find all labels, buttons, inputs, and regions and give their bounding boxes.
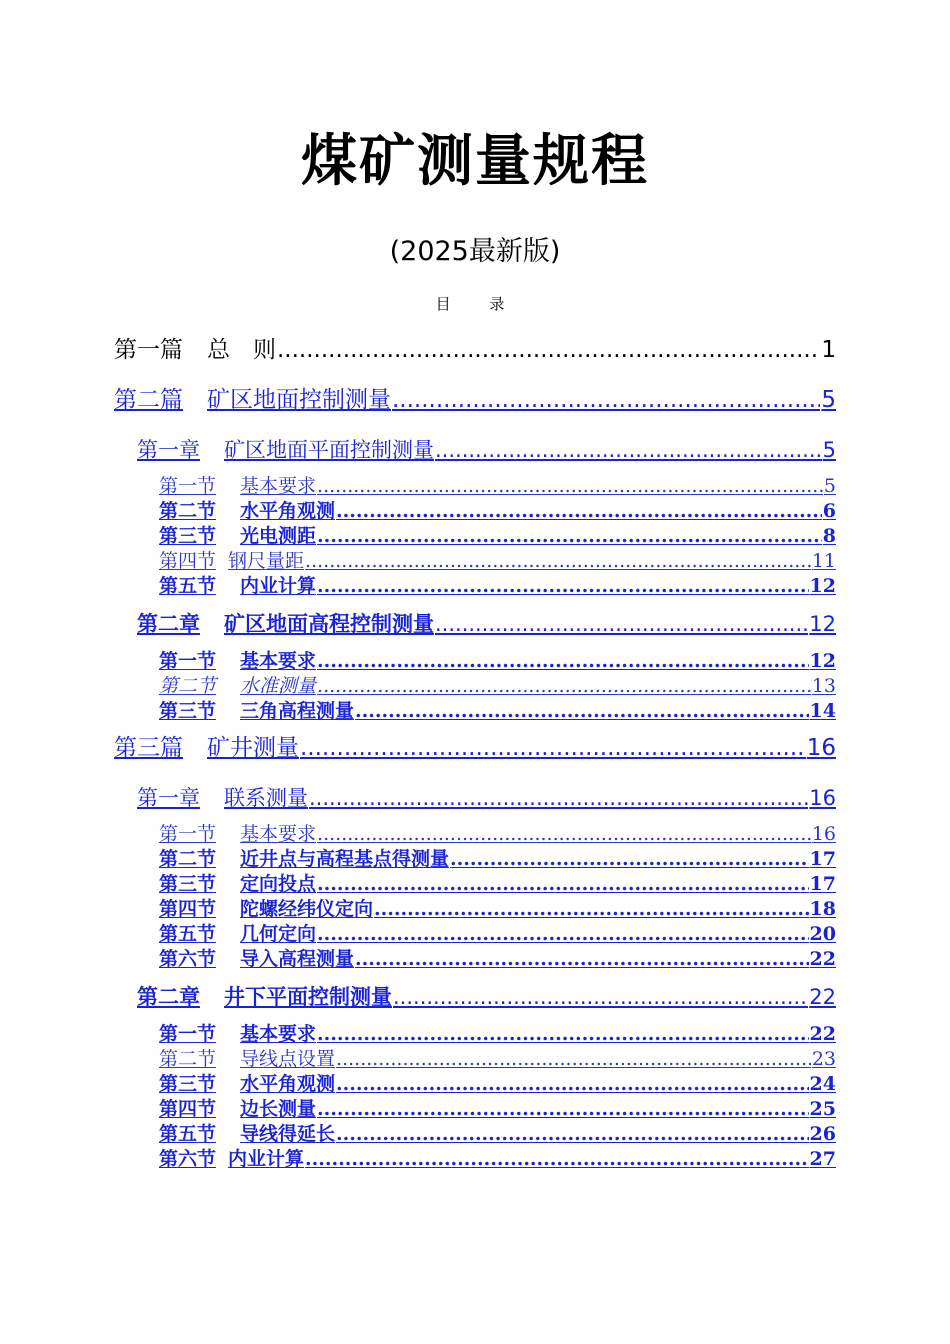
toc-leader-dots: [309, 784, 808, 812]
toc-page-number: 12: [809, 612, 836, 636]
toc-leader-dots: [317, 872, 809, 897]
toc-entry-label: 第三节 三角高程测量: [159, 700, 355, 722]
toc-leader-dots: [317, 524, 822, 549]
toc-entry-label: 第二章 井下平面控制测量: [137, 985, 392, 1009]
toc-leader-dots: [336, 499, 822, 524]
toc-leader-dots: [305, 549, 811, 574]
toc-entry-label: 第三篇 矿井测量: [114, 735, 299, 761]
toc-entry-label: 第六节 内业计算: [159, 1148, 305, 1170]
toc-leader-dots: [450, 847, 809, 872]
toc-entry-label: 第一节 基本要求: [159, 823, 317, 845]
toc-page-number: 27: [809, 1148, 836, 1170]
toc-entry-label: 第五节 导线得延长: [159, 1123, 336, 1145]
toc-entry-chapter[interactable]: [137, 436, 836, 464]
toc-entry-label: 第四节 边长测量: [159, 1098, 317, 1120]
toc-entry-section[interactable]: [159, 699, 836, 724]
toc-entry-section[interactable]: [159, 1097, 836, 1122]
toc-page-number: 22: [809, 985, 836, 1009]
toc-entry-section[interactable]: [159, 922, 836, 947]
toc-entry-chapter[interactable]: [137, 983, 836, 1011]
toc-entry-label: 第三节 光电测距: [159, 525, 317, 547]
toc-entry-label: 第三节 水平角观测: [159, 1073, 336, 1095]
toc-entry-section[interactable]: [159, 474, 836, 499]
toc-entry-label: 第二节 水平角观测: [159, 500, 336, 522]
toc-page-number: 17: [809, 848, 836, 870]
toc-leader-dots: [317, 649, 809, 674]
toc-page-number: 26: [809, 1123, 836, 1145]
toc-entry-section[interactable]: [159, 574, 836, 599]
toc-entry-label: 第二节 水准测量: [159, 675, 317, 697]
toc-entry-label: 第二节 导线点设置: [159, 1048, 336, 1070]
toc-leader-dots: [355, 699, 809, 724]
toc-leader-dots: [317, 922, 809, 947]
toc-page-number: 16: [811, 823, 836, 845]
toc-leader-dots: [317, 1097, 809, 1122]
toc-page-number: 24: [809, 1073, 836, 1095]
toc-leader-dots: [317, 822, 811, 847]
toc-leader-dots: [305, 1147, 809, 1172]
toc-leader-dots: [277, 335, 820, 365]
toc-leader-dots: [435, 436, 822, 464]
document-subtitle: (2025最新版): [389, 236, 561, 267]
toc-entry-section[interactable]: [159, 549, 836, 574]
toc-leader-dots: [300, 733, 806, 763]
toc-page-number: 5: [821, 387, 836, 413]
toc-leader-dots: [435, 610, 808, 638]
toc-page-number: 14: [809, 700, 836, 722]
toc-entry-section[interactable]: [159, 1022, 836, 1047]
toc-entry-label: 第二篇 矿区地面控制测量: [114, 387, 391, 413]
toc-page-number: 12: [809, 575, 836, 597]
toc-entry-label: 第四节 陀螺经纬仪定向: [159, 898, 374, 920]
toc-leader-dots: [336, 1122, 809, 1147]
toc-entry-section[interactable]: [159, 499, 836, 524]
toc-entry-label: 第一节 基本要求: [159, 650, 317, 672]
toc-page-number: 18: [809, 898, 836, 920]
toc-entry-label: 第二节 近井点与高程基点得测量: [159, 848, 450, 870]
toc-entry-label: 第五节 内业计算: [159, 575, 317, 597]
toc-entry-section[interactable]: [159, 897, 836, 922]
toc-page-number: 11: [811, 550, 836, 572]
toc-entry-section[interactable]: [159, 1147, 836, 1172]
toc-entry-label: 第一节 基本要求: [159, 1023, 317, 1045]
toc-leader-dots: [392, 385, 820, 415]
toc-entry-chapter[interactable]: [137, 784, 836, 812]
toc-entry-label: 第五节 几何定向: [159, 923, 317, 945]
toc-leader-dots: [317, 574, 809, 599]
toc-entry-section[interactable]: [159, 674, 836, 699]
toc-entry-section[interactable]: [159, 947, 836, 972]
toc-entry-label: 第二章 矿区地面高程控制测量: [137, 612, 434, 636]
toc-leader-dots: [336, 1047, 811, 1072]
toc-entry-section[interactable]: [159, 1072, 836, 1097]
toc-entry-label: 第一章 矿区地面平面控制测量: [137, 438, 434, 462]
toc-page-number: 22: [809, 1023, 836, 1045]
toc-page-number: 23: [811, 1048, 836, 1070]
toc-entry-section[interactable]: [159, 524, 836, 549]
toc-page-number: 5: [823, 475, 836, 497]
toc-entry-label: 第一节 基本要求: [159, 475, 317, 497]
document-title: 煤矿测量规程: [301, 129, 649, 194]
toc-leader-dots: [355, 947, 809, 972]
toc-entry-label: 第一章 联系测量: [137, 786, 308, 810]
toc-page-number: 16: [809, 786, 836, 810]
toc-leader-dots: [317, 1022, 809, 1047]
toc-entry-label: 第四节 钢尺量距: [159, 550, 305, 572]
toc-entry-label: 第一篇 总 则: [114, 337, 276, 363]
toc-page-number: 6: [822, 500, 836, 522]
toc-entry-section[interactable]: [159, 1122, 836, 1147]
toc-page-number: 16: [806, 735, 836, 761]
toc-entry-section[interactable]: [159, 822, 836, 847]
toc-page-number: 17: [809, 873, 836, 895]
toc-entry-chapter[interactable]: [137, 610, 836, 638]
toc-page-number: 13: [811, 675, 836, 697]
toc-entry-section[interactable]: [159, 847, 836, 872]
toc-heading: 目 录: [435, 295, 515, 313]
toc-entry-part-2[interactable]: [114, 385, 836, 415]
toc-leader-dots: [317, 674, 811, 699]
toc-page-number: 1: [821, 337, 836, 363]
toc-entry-label: 第六节 导入高程测量: [159, 948, 355, 970]
toc-entry-section[interactable]: [159, 649, 836, 674]
toc-leader-dots: [374, 897, 809, 922]
toc-page-number: 25: [809, 1098, 836, 1120]
toc-entry-part-3[interactable]: [114, 733, 836, 763]
toc-page-number: 8: [822, 525, 836, 547]
toc-page-number: 5: [822, 438, 836, 462]
toc-entry-section[interactable]: [159, 1047, 836, 1072]
toc-leader-dots: [317, 474, 823, 499]
toc-page-number: 12: [809, 650, 836, 672]
toc-entry-part-1[interactable]: [114, 335, 836, 365]
toc-leader-dots: [336, 1072, 809, 1097]
toc-page-number: 22: [809, 948, 836, 970]
toc-entry-label: 第三节 定向投点: [159, 873, 317, 895]
toc-entry-section[interactable]: [159, 872, 836, 897]
toc-page-number: 20: [809, 923, 836, 945]
toc-leader-dots: [393, 983, 808, 1011]
